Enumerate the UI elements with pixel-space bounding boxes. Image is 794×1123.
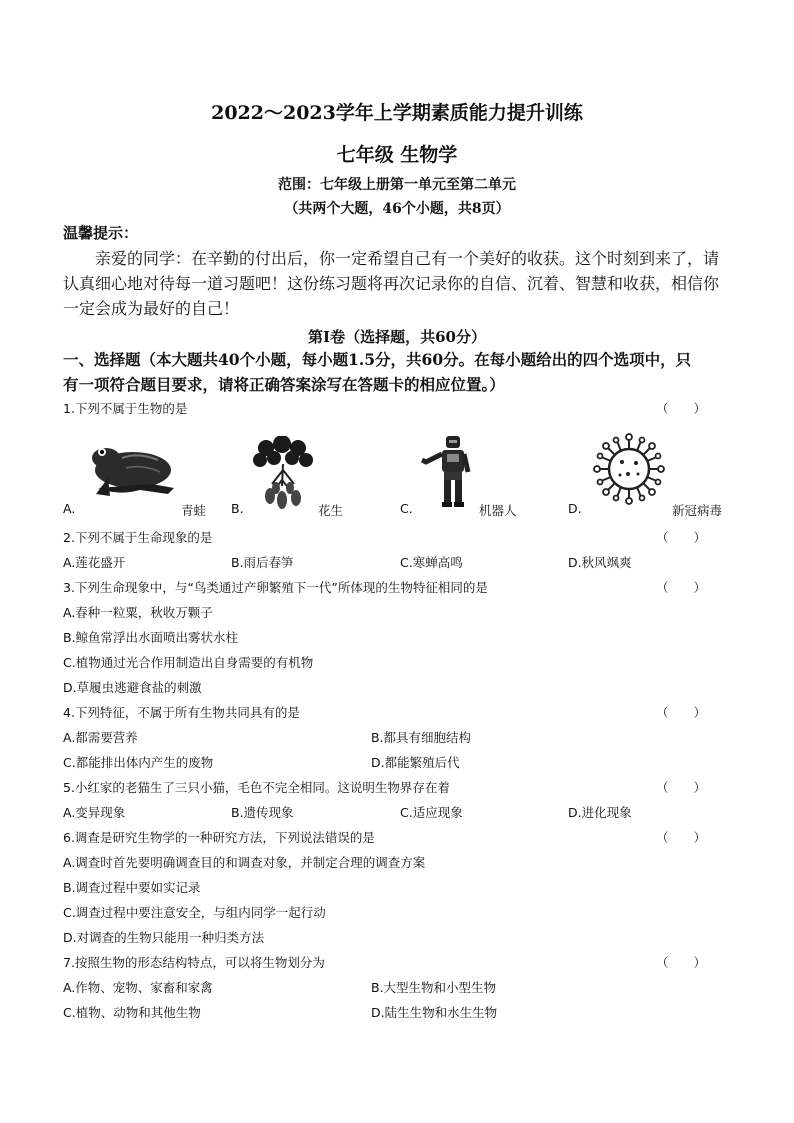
q1-option-b-letter: B. [231,501,244,516]
q5-option-d: D.进化现象 [568,805,632,820]
q7-option-b: B.大型生物和小型生物 [371,980,497,995]
q4-option-d: D.都能繁殖后代 [371,755,460,770]
section-title: 第Ⅰ卷（选择题，共60分） [308,328,486,346]
q1-option-c-letter: C. [400,501,413,516]
q7-stem: 7.按照生物的形态结构特点，可以将生物划分为 [63,955,325,970]
q7-option-c: C.植物、动物和其他生物 [63,1005,201,1020]
q6-option-c: C.调查过程中要注意安全，与组内同学一起行动 [63,905,326,920]
q1-option-a-label: 青蛙 [181,503,207,518]
q3-stem: 3.下列生命现象中，与“鸟类通过产卵繁殖下一代”所体现的生物特征相同的是 [63,580,488,595]
section-instruction-1: 一、选择题（本大题共40个小题，每小题1.5分，共60分。在每小题给出的四个选项中，只 [63,350,692,369]
q1-option-a-letter: A. [63,501,76,516]
q5-stem: 5.小红家的老猫生了三只小猫，毛色不完全相同。这说明生物界存在着 [63,780,450,795]
coronavirus-image [592,432,666,506]
q1-option-b-label: 花生 [318,503,344,518]
q1-stem: 1.下列不属于生物的是 [63,401,188,416]
q6-option-a: A.调查时首先要明确调查目的和调查对象，并制定合理的调查方案 [63,855,426,870]
q4-option-a: A.都需要营养 [63,730,138,745]
q5-option-b: B.遗传现象 [231,805,294,820]
q3-answer-paren[interactable]: （ ） [656,580,707,595]
q1-option-d-letter: D. [568,501,582,516]
q5-answer-paren[interactable]: （ ） [656,780,707,795]
q5-option-c: C.适应现象 [400,805,463,820]
tips-line-1: 亲爱的同学：在辛勤的付出后，你一定希望自己有一个美好的收获。这个时刻到来了，请 [95,249,720,268]
q3-option-d: D.草履虫逃避食盐的刺激 [63,680,202,695]
q2-option-b: B.雨后春笋 [231,555,294,570]
q3-option-b: B.鲸鱼常浮出水面喷出雾状水柱 [63,630,239,645]
q3-option-c: C.植物通过光合作用制造出自身需要的有机物 [63,655,314,670]
frog-image [88,438,180,500]
q1-option-d-label: 新冠病毒 [672,503,723,518]
q2-answer-paren[interactable]: （ ） [656,530,707,545]
tips-line-3: 一定会成为最好的自己！ [63,299,240,318]
count-line: （共两个大题，46个小题，共8页） [284,201,510,217]
q7-option-d: D.陆生生物和水生生物 [371,1005,498,1020]
page-title: 2022～2023学年上学期素质能力提升训练 [211,102,583,124]
q4-option-c: C.都能排出体内产生的废物 [63,755,214,770]
tips-line-2: 认真细心地对待每一道习题吧！这份练习题将再次记录你的自信、沉着、智慧和收获，相信你 [63,274,720,293]
section-instruction-2: 有一项符合题目要求，请将正确答案涂写在答题卡的相应位置。） [63,375,505,394]
q4-stem: 4.下列特征，不属于所有生物共同具有的是 [63,705,300,720]
scope-line: 范围：七年级上册第一单元至第二单元 [278,177,516,193]
q7-answer-paren[interactable]: （ ） [656,955,707,970]
robot-image [420,434,476,508]
q5-option-a: A.变异现象 [63,805,126,820]
tips-label: 温馨提示： [63,224,139,242]
q7-option-a: A.作物、宠物、家畜和家禽 [63,980,213,995]
q6-option-b: B.调查过程中要如实记录 [63,880,201,895]
page-subtitle: 七年级 生物学 [336,144,458,166]
q3-option-a: A.春种一粒粟，秋收万颗子 [63,605,213,620]
q2-option-c: C.寒蝉高鸣 [400,555,463,570]
q6-option-d: D.对调查的生物只能用一种归类方法 [63,930,265,945]
q2-option-a: A.莲花盛开 [63,555,126,570]
q2-option-d: D.秋风飒爽 [568,555,632,570]
q1-answer-paren[interactable]: （ ） [656,401,707,416]
peanut-plant-image [252,436,314,512]
q1-option-c-label: 机器人 [479,503,517,518]
q6-stem: 6.调查是研究生物学的一种研究方法，下列说法错误的是 [63,830,375,845]
q4-option-b: B.都具有细胞结构 [371,730,472,745]
q2-stem: 2.下列不属于生命现象的是 [63,530,213,545]
q4-answer-paren[interactable]: （ ） [656,705,707,720]
q6-answer-paren[interactable]: （ ） [656,830,707,845]
